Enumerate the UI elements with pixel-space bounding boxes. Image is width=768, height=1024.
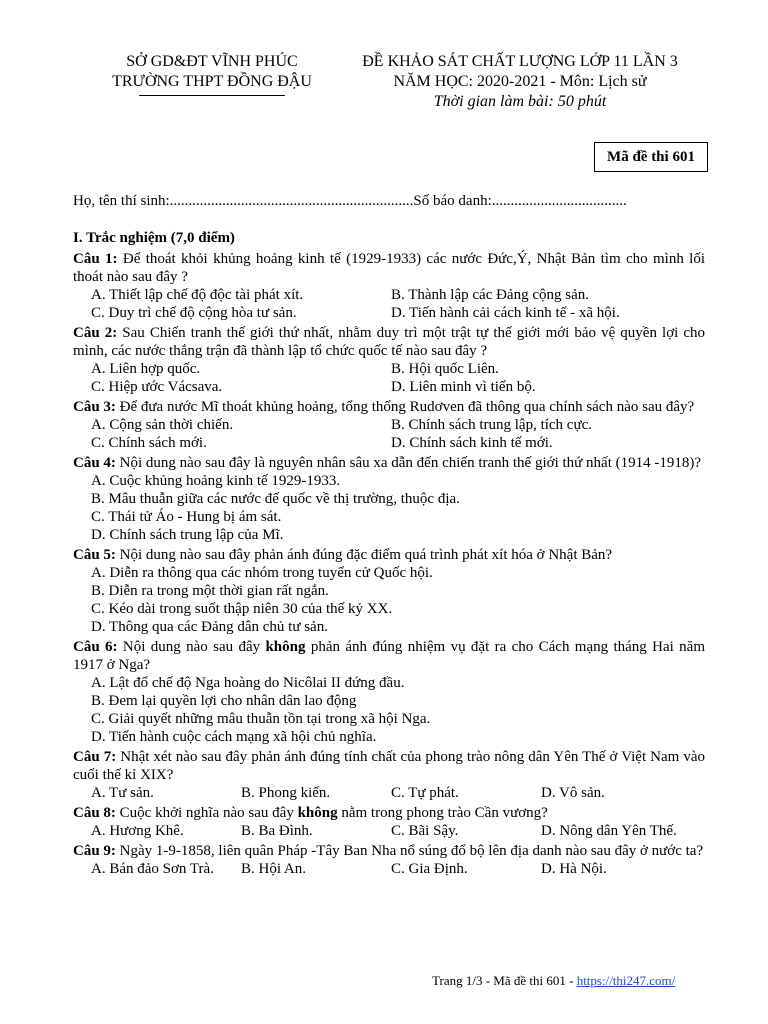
- question-text: [73, 804, 705, 822]
- option-b: B. Đem lại quyền lợi cho nhân dân lao động: [91, 693, 357, 709]
- question-body-start: Cuộc khởi nghĩa nào sau đây: [115, 805, 298, 821]
- option-c: C. Hiệp ước Vácsava.: [91, 379, 223, 395]
- question-emphasis: không: [297, 805, 338, 821]
- option-a: A. Hương Khê.: [91, 823, 184, 839]
- option-c: C. Giải quyết những mâu thuẫn tồn tại trong xã hội Nga.: [91, 711, 431, 727]
- header-underline: [139, 95, 285, 96]
- option-a: A. Cuộc khủng hoảng kinh tế 1929-1933.: [91, 473, 341, 489]
- question-body-start: Nội dung nào sau đây: [117, 639, 266, 655]
- option-c: C. Bãi Sậy.: [391, 823, 459, 839]
- candidate-name-field: Họ, tên thí sinh:.................................................................: [73, 193, 414, 209]
- option-d: D. Tiến hành cuộc cách mạng xã hội chủ nghĩa.: [91, 729, 377, 745]
- options: [73, 564, 705, 636]
- exam-subject: NĂM HỌC: 2020-2021 - Môn: Lịch sử: [393, 73, 647, 90]
- section-title: I. Trắc nghiệm (7,0 điểm): [73, 230, 235, 246]
- option-c: C. Kéo dài trong suốt thập niên 30 của thế kỷ XX.: [91, 601, 393, 617]
- options: [73, 784, 705, 802]
- options: [73, 416, 705, 452]
- footer-text: Trang 1/3 - Mã đề thi 601 -: [432, 973, 577, 988]
- option-b: B. Thành lập các Đảng cộng sản.: [391, 287, 589, 303]
- school-name: TRƯỜNG THPT ĐỒNG ĐẬU: [112, 73, 312, 90]
- options: [73, 822, 705, 840]
- option-b: B. Hội An.: [241, 861, 307, 877]
- question-text: [73, 454, 705, 472]
- question-label: Câu 8:: [73, 805, 116, 821]
- option-d: D. Liên minh vì tiến bộ.: [391, 379, 536, 395]
- question-2: [73, 324, 705, 396]
- question-label: Câu 6:: [73, 639, 118, 655]
- header-right: [340, 52, 700, 112]
- options: [73, 286, 705, 322]
- question-9: [73, 842, 705, 878]
- question-body-end: nằm trong phong trào Cần vương?: [337, 805, 548, 821]
- question-text: [73, 748, 705, 784]
- option-c: C. Thái tử Áo - Hung bị ám sát.: [91, 509, 282, 525]
- question-8: [73, 804, 705, 840]
- question-body: Ngày 1-9-1858, liên quân Pháp -Tây Ban Nha nổ súng đổ bộ lên địa danh nào sau đây ở nước ta?: [115, 843, 704, 859]
- options: [73, 860, 705, 878]
- option-b: B. Ba Đình.: [241, 823, 313, 839]
- question-text: [73, 250, 705, 286]
- question-label: Câu 5:: [73, 547, 116, 563]
- page-footer: [432, 973, 722, 989]
- option-d: D. Vô sản.: [541, 785, 605, 801]
- option-d: D. Tiến hành cải cách kinh tế - xã hội.: [391, 305, 620, 321]
- question-label: Câu 4:: [73, 455, 116, 471]
- option-a: A. Tư sản.: [91, 785, 154, 801]
- option-a: A. Bán đảo Sơn Trà.: [91, 861, 214, 877]
- question-1: [73, 250, 705, 322]
- option-b: B. Chính sách trung lập, tích cực.: [391, 417, 593, 433]
- question-body-end: phản ánh đúng nhiệm vụ đặt ra cho Cách mạng tháng Hai năm 1917 ở Nga?: [73, 639, 705, 673]
- exam-content: [73, 229, 705, 880]
- option-a: A. Liên hợp quốc.: [91, 361, 201, 377]
- option-d: D. Hà Nội.: [541, 861, 607, 877]
- question-body: Sau Chiến tranh thế giới thứ nhất, nhằm duy trì một trật tự thế giới mới bảo vệ quyền lợi cho mình, các nước thắng trận đã thành lập tổ chức quốc tế nào sau đây ?: [73, 325, 706, 359]
- exam-duration: Thời gian làm bài: 50 phút: [433, 93, 607, 110]
- option-d: D. Thông qua các Đảng dân chủ tư sản.: [91, 619, 328, 635]
- question-body: Để thoát khỏi khủng hoảng kinh tế (1929-1933) các nước Đức,Ý, Nhật Bản tìm cho mình lối thoát nào sau đây ?: [73, 251, 706, 285]
- question-text: [73, 398, 705, 416]
- option-c: C. Tự phát.: [391, 785, 459, 801]
- question-3: [73, 398, 705, 452]
- exam-code-box: [594, 142, 708, 172]
- question-label: Câu 7:: [73, 749, 117, 765]
- header-left: [82, 52, 342, 96]
- option-b: B. Mâu thuẫn giữa các nước đế quốc về thị trường, thuộc địa.: [91, 491, 460, 507]
- option-a: A. Cộng sản thời chiến.: [91, 417, 234, 433]
- option-b: B. Diễn ra trong một thời gian rất ngắn.: [91, 583, 329, 599]
- question-body: Nội dung nào sau đây là nguyên nhân sâu xa dẫn đến chiến tranh thế giới thứ nhất (1914 -1918)?: [115, 455, 702, 471]
- exam-code: Mã đề thi 601: [607, 148, 695, 165]
- department-name: SỞ GD&ĐT VĨNH PHÚC: [126, 53, 298, 70]
- candidate-id-field: Số báo danh:....................................: [413, 193, 627, 209]
- question-text: [73, 324, 705, 360]
- question-5: [73, 546, 705, 636]
- exam-title: ĐỀ KHẢO SÁT CHẤT LƯỢNG LỚP 11 LẦN 3: [362, 53, 678, 70]
- option-b: B. Hội quốc Liên.: [391, 361, 499, 377]
- options: [73, 360, 705, 396]
- option-d: D. Chính sách kinh tế mới.: [391, 435, 553, 451]
- option-d: D. Nông dân Yên Thế.: [541, 823, 677, 839]
- question-body: Nội dung nào sau đây phản ánh đúng đặc điểm quá trình phát xít hóa ở Nhật Bản?: [115, 547, 613, 563]
- option-a: A. Lật đổ chế độ Nga hoàng do Nicôlai II đứng đầu.: [91, 675, 405, 691]
- question-label: Câu 1:: [73, 251, 118, 267]
- option-a: A. Thiết lập chế độ độc tài phát xít.: [91, 287, 304, 303]
- question-label: Câu 2:: [73, 325, 118, 341]
- candidate-info: [73, 193, 713, 210]
- question-7: [73, 748, 705, 802]
- question-emphasis: không: [265, 639, 306, 655]
- options: [73, 472, 705, 544]
- option-c: C. Duy trì chế độ cộng hòa tư sản.: [91, 305, 297, 321]
- question-label: Câu 3:: [73, 399, 116, 415]
- question-body: Nhật xét nào sau đây phản ánh đúng tính chất của phong trào nông dân Yên Thế ở Việt Nam vào cuối thế kỉ XIX?: [73, 749, 705, 783]
- option-b: B. Phong kiến.: [241, 785, 331, 801]
- option-c: C. Chính sách mới.: [91, 435, 207, 451]
- question-label: Câu 9:: [73, 843, 116, 859]
- footer-link[interactable]: https://thi247.com/: [576, 973, 676, 988]
- question-text: [73, 546, 705, 564]
- question-4: [73, 454, 705, 544]
- question-6: [73, 638, 705, 746]
- options: [73, 674, 705, 746]
- question-text: [73, 842, 705, 860]
- option-a: A. Diễn ra thông qua các nhóm trong tuyển cử Quốc hội.: [91, 565, 433, 581]
- option-d: D. Chính sách trung lập của Mĩ.: [91, 527, 284, 543]
- option-c: C. Gia Định.: [391, 861, 468, 877]
- question-body: Để đưa nước Mĩ thoát khủng hoảng, tổng thống Rudơven đã thông qua chính sách nào sau đây?: [115, 399, 695, 415]
- question-text: [73, 638, 705, 674]
